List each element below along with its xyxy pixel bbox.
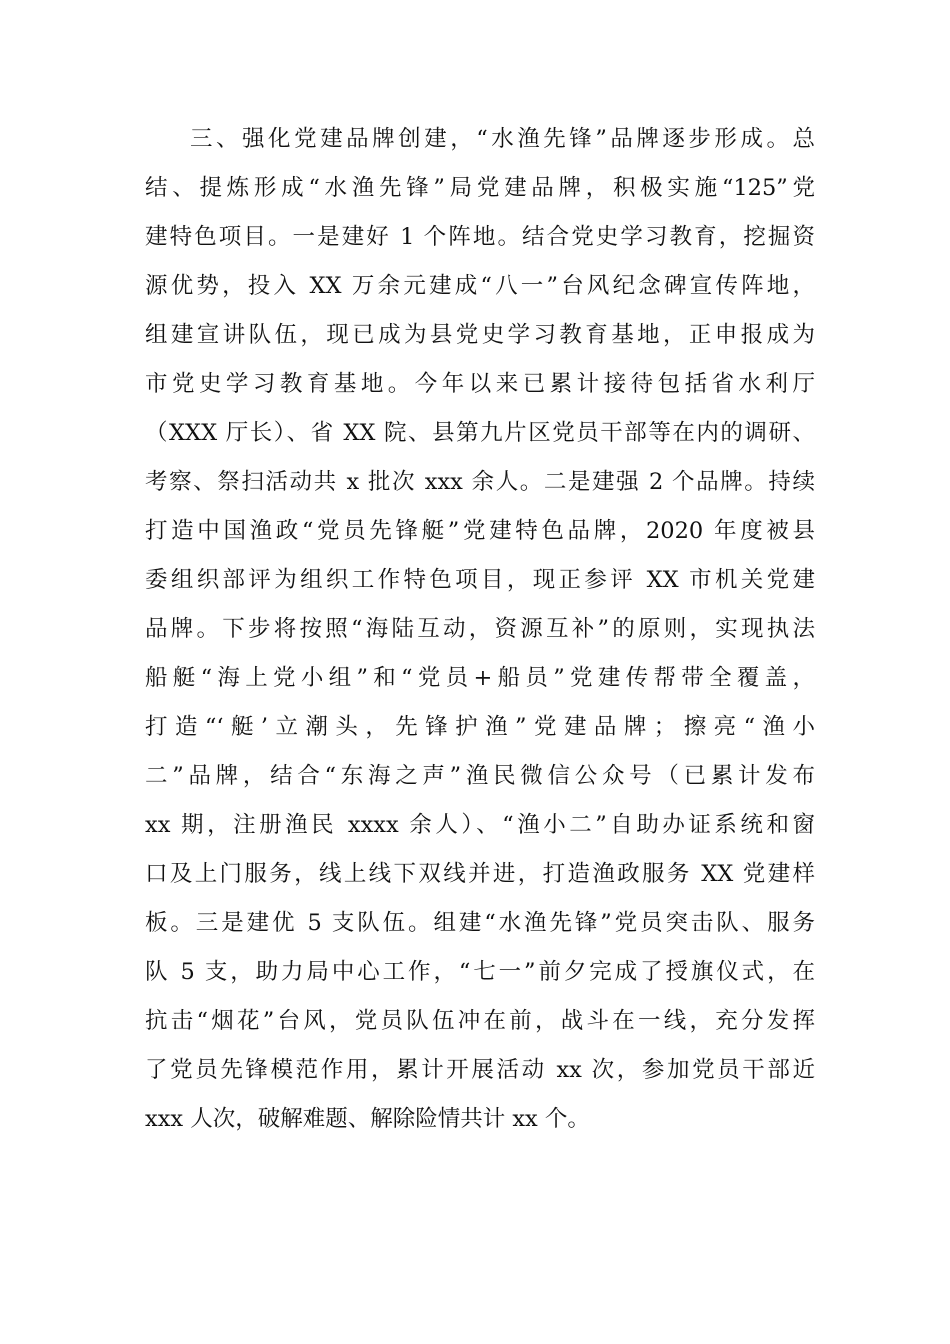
paragraph-line: xx 期，注册渔民 xxxx 余人）、“渔小二”自助办证系统和窗: [145, 812, 815, 838]
paragraph-line: 板。三是建优 5 支队伍。组建“水渔先锋”党员突击队、服务: [145, 910, 815, 936]
paragraph-line: 组建宣讲队伍，现已成为县党史学习教育基地，正申报成为: [145, 322, 815, 348]
paragraph-line: 品牌。下步将按照“海陆互动，资源互补”的原则，实现执法: [145, 616, 815, 642]
paragraph-line: 结、提炼形成“水渔先锋”局党建品牌，积极实施“125”党: [145, 175, 815, 201]
paragraph-line: 源优势，投入 XX 万余元建成“八一”台风纪念碑宣传阵地，: [145, 273, 815, 299]
paragraph-line: （XXX 厅长）、省 XX 院、县第九片区党员干部等在内的调研、: [145, 420, 815, 446]
paragraph-line: 口及上门服务，线上线下双线并进，打造渔政服务 XX 党建样: [145, 861, 815, 887]
paragraph-line: xxx 人次，破解难题、解除险情共计 xx 个。: [145, 1106, 590, 1132]
paragraph-line: 打造“‘艇’立潮头，先锋护渔”党建品牌；擦亮“渔小: [145, 714, 815, 740]
paragraph-line: 打造中国渔政“党员先锋艇”党建特色品牌，2020 年度被县: [145, 518, 815, 544]
paragraph-line: 市党史学习教育基地。今年以来已累计接待包括省水利厅: [145, 371, 815, 397]
paragraph-line: 三、强化党建品牌创建，“水渔先锋”品牌逐步形成。总: [190, 126, 815, 152]
paragraph-line: 船艇“海上党小组”和“党员+船员”党建传帮带全覆盖，: [145, 665, 815, 691]
paragraph-line: 抗击“烟花”台风，党员队伍冲在前，战斗在一线，充分发挥: [145, 1008, 815, 1034]
paragraph-line: 考察、祭扫活动共 x 批次 xxx 余人。二是建强 2 个品牌。持续: [145, 469, 815, 495]
paragraph-line: 委组织部评为组织工作特色项目，现正参评 XX 市机关党建: [145, 567, 815, 593]
paragraph-line: 二”品牌，结合“东海之声”渔民微信公众号（已累计发布: [145, 763, 815, 789]
paragraph-line: 建特色项目。一是建好 1 个阵地。结合党史学习教育，挖掘资: [145, 224, 815, 250]
paragraph: [145, 115, 815, 1144]
paragraph-line: 队 5 支，助力局中心工作，“七一”前夕完成了授旗仪式，在: [145, 959, 815, 985]
paragraph-line: 了党员先锋模范作用，累计开展活动 xx 次，参加党员干部近: [145, 1057, 815, 1083]
